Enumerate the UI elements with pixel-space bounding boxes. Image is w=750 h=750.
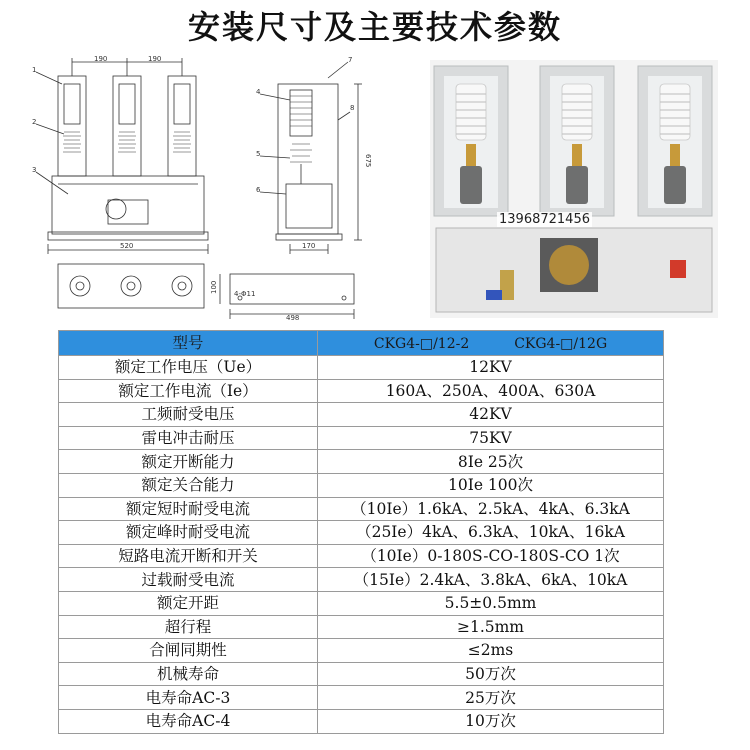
row-value: ≥1.5mm	[318, 615, 664, 639]
side-view	[260, 62, 362, 254]
callout-6: 6	[256, 186, 261, 194]
table-row	[59, 497, 664, 521]
row-param: 额定峰时耐受电流	[59, 521, 318, 545]
callout-7: 7	[348, 56, 353, 64]
table-row	[59, 473, 664, 497]
header-models	[318, 331, 664, 356]
callout-2: 2	[32, 118, 37, 126]
dim-side-height: 675	[364, 154, 372, 168]
product-photo	[430, 60, 718, 318]
callout-4: 4	[256, 88, 261, 96]
row-value: （25Ie）4kA、6.3kA、10kA、16kA	[318, 521, 664, 545]
table-row	[59, 521, 664, 545]
front-view	[36, 58, 208, 254]
callout-1: 1	[32, 66, 37, 74]
row-value: 10万次	[318, 709, 664, 733]
table-row	[59, 403, 664, 427]
row-value: ≤2ms	[318, 639, 664, 663]
table-row	[59, 709, 664, 733]
table-row	[59, 426, 664, 450]
row-param: 雷电冲击耐压	[59, 426, 318, 450]
callout-8: 8	[350, 104, 355, 112]
row-value: 50万次	[318, 662, 664, 686]
table-row	[59, 686, 664, 710]
callout-3: 3	[32, 166, 37, 174]
table-row	[59, 450, 664, 474]
row-param: 额定工作电压（Ue）	[59, 356, 318, 380]
spec-table	[58, 330, 664, 734]
row-param: 额定工作电流（Ie）	[59, 379, 318, 403]
row-value: （10Ie）0-180S-CO-180S-CO 1次	[318, 544, 664, 568]
callout-5: 5	[256, 150, 261, 158]
installation-drawing	[28, 54, 428, 322]
row-value: 5.5±0.5mm	[318, 591, 664, 615]
dim-total-width: 520	[120, 242, 134, 250]
dim-bottom-height: 100	[210, 280, 218, 294]
row-value: 8Ie 25次	[318, 450, 664, 474]
row-param: 合闸同期性	[59, 639, 318, 663]
row-param: 短路电流开断和开关	[59, 544, 318, 568]
row-param: 过载耐受电流	[59, 568, 318, 592]
row-param: 机械寿命	[59, 662, 318, 686]
dim-top-2: 190	[148, 55, 162, 63]
page-title: 安装尺寸及主要技术参数	[187, 8, 562, 46]
dim-top-1: 190	[94, 55, 108, 63]
table-row	[59, 544, 664, 568]
header-param: 型号	[59, 331, 318, 356]
row-param: 超行程	[59, 615, 318, 639]
dim-bottom-width: 498	[286, 314, 300, 322]
table-row	[59, 591, 664, 615]
row-value: （15Ie）2.4kA、3.8kA、6kA、10kA	[318, 568, 664, 592]
row-value: 25万次	[318, 686, 664, 710]
row-param: 电寿命AC-4	[59, 709, 318, 733]
row-value: 160A、250A、400A、630A	[318, 379, 664, 403]
row-value: 75KV	[318, 426, 664, 450]
row-param: 额定短时耐受电流	[59, 497, 318, 521]
bottom-view	[58, 264, 204, 308]
table-row	[59, 568, 664, 592]
table-row	[59, 639, 664, 663]
dim-side-depth: 170	[302, 242, 316, 250]
row-value: 12KV	[318, 356, 664, 380]
table-row	[59, 379, 664, 403]
row-value: （10Ie）1.6kA、2.5kA、4kA、6.3kA	[318, 497, 664, 521]
header-model-2: CKG4-□/12G	[514, 335, 608, 352]
table-row	[59, 615, 664, 639]
row-value: 42KV	[318, 403, 664, 427]
row-param: 额定关合能力	[59, 473, 318, 497]
row-param: 工频耐受电压	[59, 403, 318, 427]
dim-holes: 4-Φ11	[234, 290, 256, 298]
row-param: 额定开距	[59, 591, 318, 615]
table-row	[59, 356, 664, 380]
row-value: 10Ie 100次	[318, 473, 664, 497]
row-param: 额定开断能力	[59, 450, 318, 474]
table-row	[59, 662, 664, 686]
row-param: 电寿命AC-3	[59, 686, 318, 710]
phone-number: 13968721456	[499, 212, 590, 227]
table-header-row	[59, 331, 664, 356]
header-model-1: CKG4-□/12-2	[373, 335, 470, 352]
